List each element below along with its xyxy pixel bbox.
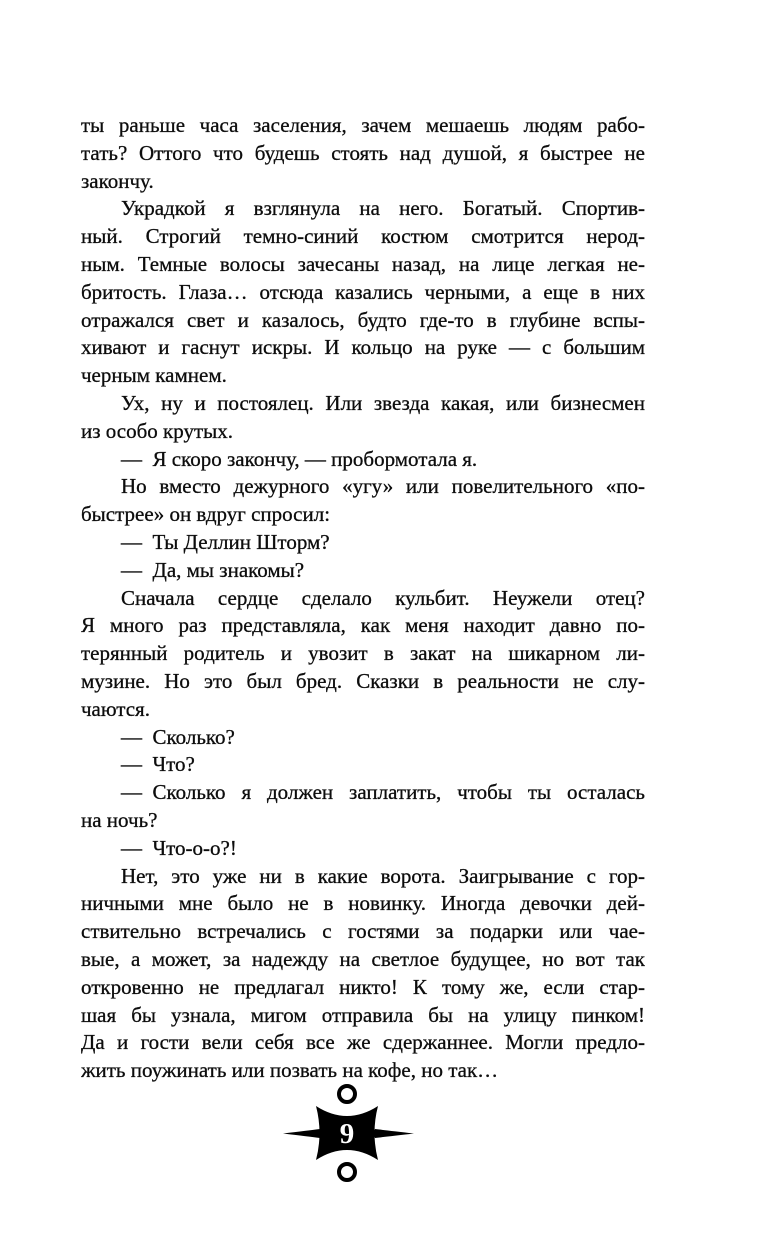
text-line: Нет, это уже ни в какие ворота. Заигрывание с гор- xyxy=(121,863,645,888)
page-text xyxy=(81,112,645,1085)
text-line: терянный родитель и увозит в закат на шикарном ли- xyxy=(81,641,645,666)
text-line: музине. Но это был бред. Сказки в реальности не слу- xyxy=(81,668,645,693)
text-line: ным. Темные волосы зачесаны назад, на лице легкая не- xyxy=(81,251,645,276)
text-line: ничными мне было не в новинку. Иногда девочки дей- xyxy=(81,891,645,916)
text-line: чаются. xyxy=(81,696,150,721)
text-line: — Что-о-о?! xyxy=(121,835,237,860)
text-line: Ух, ну и постоялец. Или звезда какая, или бизнесмен xyxy=(121,390,645,415)
text-line: откровенно не предлагал никто! К тому же, если стар- xyxy=(81,974,645,999)
text-line: — Что? xyxy=(121,752,195,777)
text-line: на ночь? xyxy=(81,807,158,832)
text-line: жить поужинать или позвать на кофе, но так… xyxy=(81,1058,499,1083)
text-line: — Сколько я должен заплатить, чтобы ты осталась xyxy=(121,780,645,805)
text-line: ты раньше часа заселения, зачем мешаешь людям рабо- xyxy=(81,113,645,137)
ornament-bottom-ring xyxy=(339,1164,355,1180)
text-line: хивают и гаснут искры. И кольцо на руке — с большим xyxy=(81,335,645,360)
text-line: — Я скоро закончу, — пробормотала я. xyxy=(121,446,478,471)
text-line: ный. Строгий темно-синий костюм смотрится нерод- xyxy=(81,224,645,249)
ornament-top-ring xyxy=(339,1086,355,1102)
text-line: закончу. xyxy=(81,168,154,193)
text-line: отражался свет и казалось, будто где-то в глубине вспы- xyxy=(81,307,645,332)
text-line: Я много раз представляла, как меня находит давно по- xyxy=(81,613,645,638)
text-line: — Сколько? xyxy=(121,724,235,749)
ornament-left-spike xyxy=(283,1129,322,1138)
text-line: из особо крутых. xyxy=(81,418,234,443)
page-number: 9 xyxy=(339,1118,355,1150)
text-line: Но вместо дежурного «угу» или повелительного «по- xyxy=(121,474,645,499)
text-line: — Да, мы знакомы? xyxy=(121,557,305,582)
text-line: — Ты Деллин Шторм? xyxy=(121,529,330,554)
text-line: шая бы узнала, мигом отправила бы на улицу пинком! xyxy=(81,1002,645,1027)
text-line: Да и гости вели себя все же сдержаннее. Могли предло- xyxy=(81,1030,645,1055)
text-line: ствительно встречались с гостями за подарки или чае- xyxy=(81,919,645,944)
page-number-ornament xyxy=(278,1082,418,1186)
text-line: вые, а может, за надежду на светлое будущее, но вот так xyxy=(81,946,645,971)
text-line: Украдкой я взглянула на него. Богатый. Спортив- xyxy=(121,196,645,221)
text-line: быстрее» он вдруг спросил: xyxy=(81,502,331,527)
ornament-right-spike xyxy=(373,1129,414,1138)
text-line: тать? Оттого что будешь стоять над душой, я быстрее не xyxy=(81,140,645,165)
text-line: бритость. Глаза… отсюда казались черными, а еще в них xyxy=(81,279,645,304)
text-line: Сначала сердце сделало кульбит. Неужели отец? xyxy=(121,585,645,610)
text-line: черным камнем. xyxy=(81,363,227,388)
